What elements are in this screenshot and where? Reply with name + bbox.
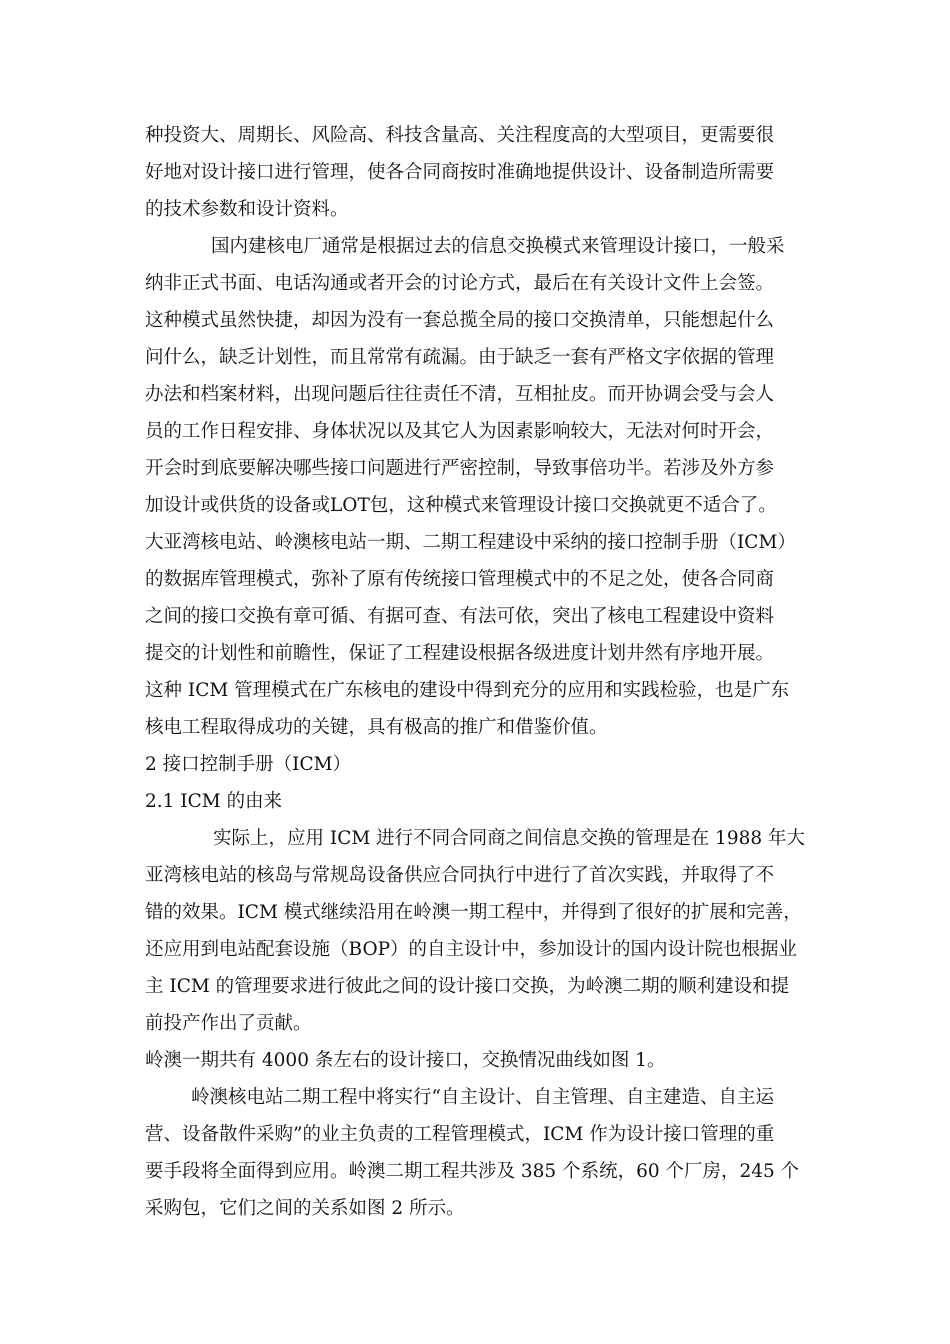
body-text-line: 2 接口控制手册（ICM） [145, 754, 352, 775]
body-text-line: 还应用到电站配套设施（BOP）的自主设计中，参加设计的国内设计院也根据业 [145, 939, 798, 960]
body-text-line: 问什么，缺乏计划性，而且常常有疏漏。由于缺乏一套有严格文字依据的管理 [145, 347, 775, 368]
body-text-line: 提交的计划性和前瞻性，保证了工程建设根据各级进度计划井然有序地开展。 [145, 643, 775, 664]
body-text-line: 岭澳核电站二期工程中将实行“自主设计、自主管理、自主建造、自主运 [191, 1087, 774, 1108]
body-text-line: 的技术参数和设计资料。 [145, 199, 349, 220]
body-text-line: 纳非正式书面、电话沟通或者开会的讨论方式，最后在有关设计文件上会签。 [145, 273, 775, 294]
body-text-line: 2.1 ICM 的由来 [145, 791, 283, 812]
body-text-line: 国内建核电厂通常是根据过去的信息交换模式来管理设计接口，一般采 [211, 236, 785, 257]
body-text-line: 主 ICM 的管理要求进行彼此之间的设计接口交换，为岭澳二期的顺利建设和提 [145, 976, 790, 997]
body-text-line: 营、设备散件采购”的业主负责的工程管理模式，ICM 作为设计接口管理的重 [145, 1124, 775, 1145]
body-text-line: 核电工程取得成功的关键，具有极高的推广和借鉴价值。 [145, 717, 608, 738]
body-text-line: 大亚湾核电站、岭澳核电站一期、二期工程建设中采纳的接口控制手册（ICM） [145, 532, 796, 553]
body-text-line: 开会时到底要解决哪些接口问题进行严密控制，导致事倍功半。若涉及外方参 [145, 458, 775, 479]
body-text-line: 之间的接口交换有章可循、有据可查、有法可依，突出了核电工程建设中资料 [145, 606, 775, 627]
body-text-line: 种投资大、周期长、风险高、科技含量高、关注程度高的大型项目，更需要很 [145, 125, 775, 146]
body-text-line: 采购包，它们之间的关系如图 2 所示。 [145, 1198, 465, 1219]
body-text-line: 这种 ICM 管理模式在广东核电的建设中得到充分的应用和实践检验，也是广东 [145, 680, 790, 701]
body-text-line: 这种模式虽然快捷，却因为没有一套总揽全局的接口交换清单，只能想起什么 [145, 310, 775, 331]
body-text-line: 员的工作日程安排、身体状况以及其它人为因素影响较大，无法对何时开会， [145, 421, 775, 442]
body-text-line: 岭澳一期共有 4000 条左右的设计接口，交换情况曲线如图 1。 [145, 1050, 666, 1071]
body-text-line: 亚湾核电站的核岛与常规岛设备供应合同执行中进行了首次实践，并取得了不 [145, 865, 775, 886]
body-text-line: 的数据库管理模式，弥补了原有传统接口管理模式中的不足之处，使各合同商 [145, 569, 775, 590]
body-text-line: 办法和档案材料，出现问题后往往责任不清，互相扯皮。而开协调会受与会人 [145, 384, 775, 405]
body-text-line: 要手段将全面得到应用。岭澳二期工程共涉及 385 个系统，60 个厂房，245 个 [145, 1161, 800, 1182]
body-text-line: 前投产作出了贡献。 [145, 1013, 312, 1034]
body-text-line: 实际上，应用 ICM 进行不同合同商之间信息交换的管理是在 1988 年大 [213, 828, 806, 849]
body-text-line: 加设计或供货的设备或LOT包，这种模式来管理设计接口交换就更不适合了。 [145, 495, 777, 516]
body-text-line: 好地对设计接口进行管理，使各合同商按时准确地提供设计、设备制造所需要 [145, 162, 775, 183]
body-text-line: 错的效果。ICM 模式继续沿用在岭澳一期工程中，并得到了很好的扩展和完善， [145, 902, 802, 923]
